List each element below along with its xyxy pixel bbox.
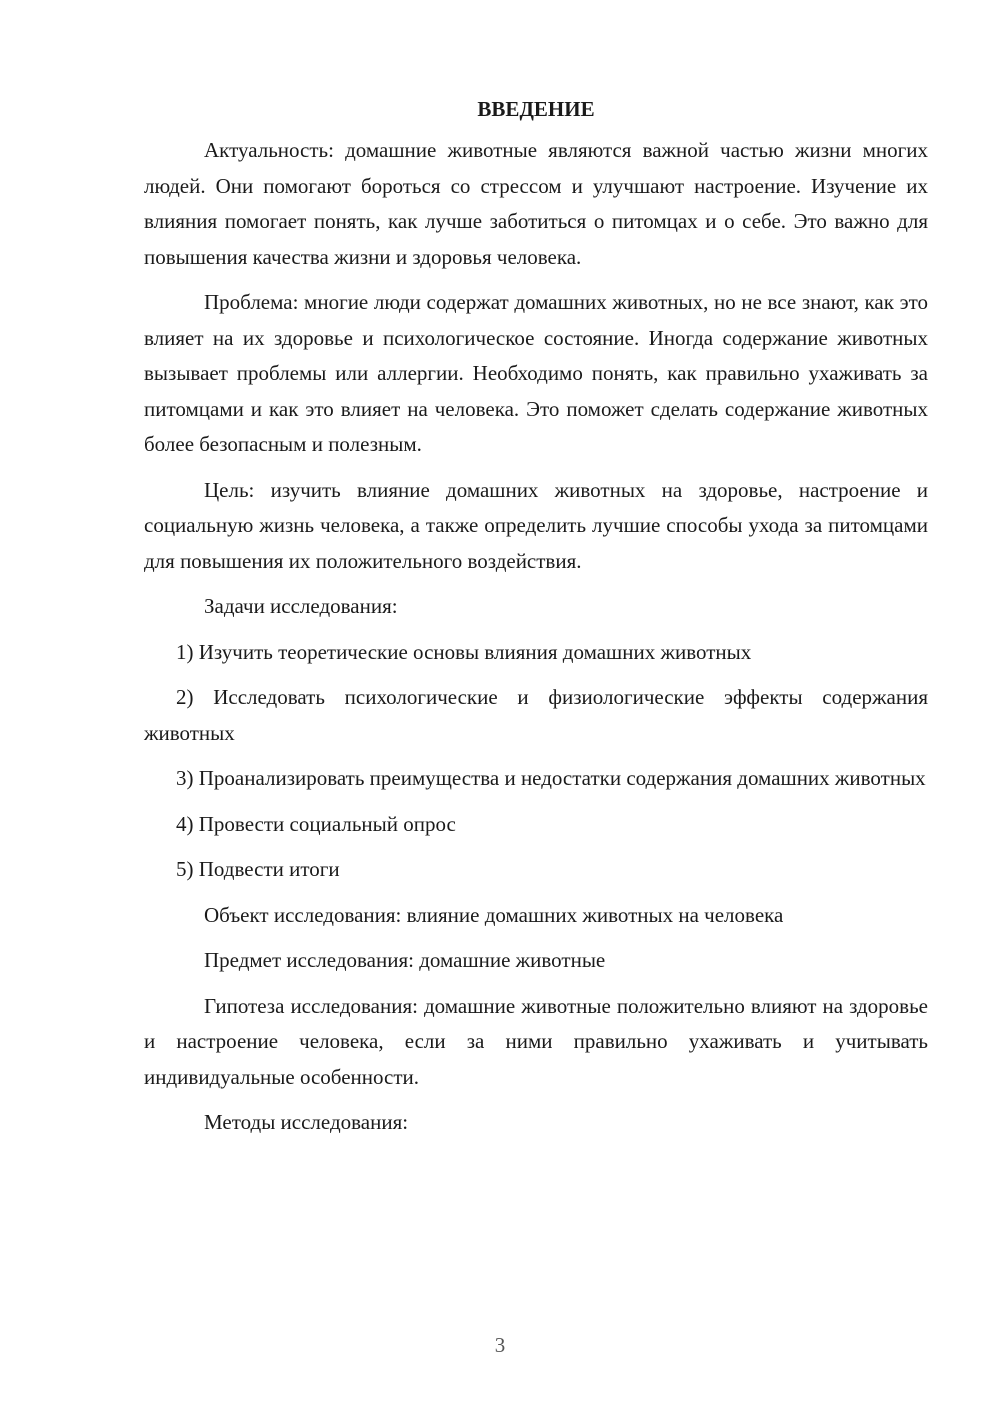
methods-heading: Методы исследования: (204, 1110, 409, 1134)
page-content (144, 92, 928, 1151)
page-number: 3 (494, 1333, 506, 1357)
problem-paragraph: Проблема: многие люди содержат домашних животных, но не все знают, как это влияет на их здоровье и психологическое состояние. Иногда содержание животных вызывает проблемы или аллергии. Необходимо понять, как правильно ухаживать за питомцами и как это влияет на человека. Это поможет сделать содержание животных более безопасным и полезным. (144, 290, 928, 456)
hypothesis-paragraph: Гипотеза исследования: домашние животные положительно влияют на здоровье и настроение человека, если за ними правильно ухаживать и учитывать индивидуальные особенности. (144, 993, 928, 1089)
task-item-1: 1) Изучить теоретические основы влияния домашних животных (176, 639, 752, 664)
goal-paragraph: Цель: изучить влияние домашних животных на здоровье, настроение и социальную жизнь человека, а также определить лучшие способы ухода за питомцами для повышения их положительного воздействия. (144, 477, 928, 573)
object-paragraph: Объект исследования: влияние домашних животных на человека (204, 902, 784, 927)
task-item-4: 4) Провести социальный опрос (176, 811, 456, 836)
tasks-heading: Задачи исследования: (204, 594, 398, 618)
section-title: ВВЕДЕНИЕ (477, 97, 595, 121)
relevance-paragraph: Актуальность: домашние животные являются важной частью жизни многих людей. Они помогают бороться со стрессом и улучшают настроение. Изучение их влияния помогает понять, как лучше заботиться о питомцах и о себе. Это важно для повышения качества жизни и здоровья человека. (144, 138, 928, 269)
task-item-3: 3) Проанализировать преимущества и недостатки содержания домашних животных (176, 766, 926, 790)
task-item-2: 2) Исследовать психологические и физиологические эффекты содержания животных (144, 685, 928, 745)
task-item-5: 5) Подвести итоги (176, 857, 340, 881)
subject-paragraph: Предмет исследования: домашние животные (204, 948, 606, 972)
